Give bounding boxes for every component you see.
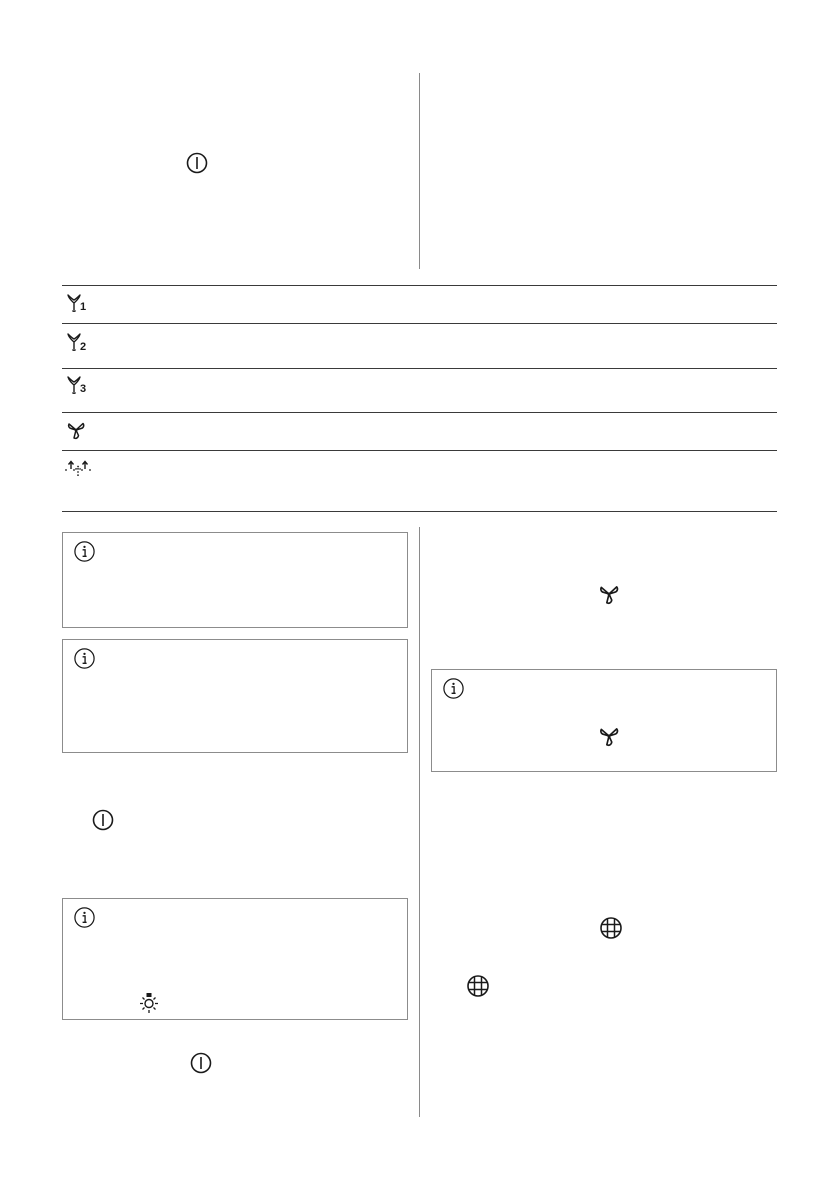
info-note-box — [62, 639, 408, 753]
grease-filter-grid-icon — [466, 974, 490, 998]
table-rule — [62, 323, 777, 324]
grease-filter-grid-icon — [599, 916, 623, 940]
steam-up-arrows-icon — [64, 458, 92, 478]
power-icon — [91, 808, 115, 832]
info-icon — [73, 540, 96, 563]
lamp-light-icon — [137, 991, 161, 1015]
table-rule — [62, 450, 777, 451]
fan-speed-subscript: 1 — [80, 301, 87, 313]
info-icon — [73, 906, 96, 929]
fan-speed-subscript: 2 — [80, 341, 87, 353]
info-note-box — [62, 898, 408, 1020]
fan-speed-subscript: 3 — [80, 383, 87, 395]
fan-boost-icon — [598, 725, 620, 747]
column-divider-bottom — [419, 527, 420, 1117]
table-rule-top — [62, 285, 777, 286]
column-divider-top — [419, 73, 420, 269]
table-rule-bottom — [62, 511, 777, 512]
table-rule — [62, 412, 777, 413]
power-icon — [185, 151, 209, 175]
info-icon — [73, 647, 96, 670]
info-icon — [442, 677, 465, 700]
info-note-box — [431, 669, 777, 772]
info-note-box — [62, 532, 408, 628]
fan-boost-icon — [66, 420, 86, 440]
table-rule — [62, 368, 777, 369]
power-icon — [189, 1051, 213, 1075]
fan-boost-icon — [598, 583, 620, 605]
